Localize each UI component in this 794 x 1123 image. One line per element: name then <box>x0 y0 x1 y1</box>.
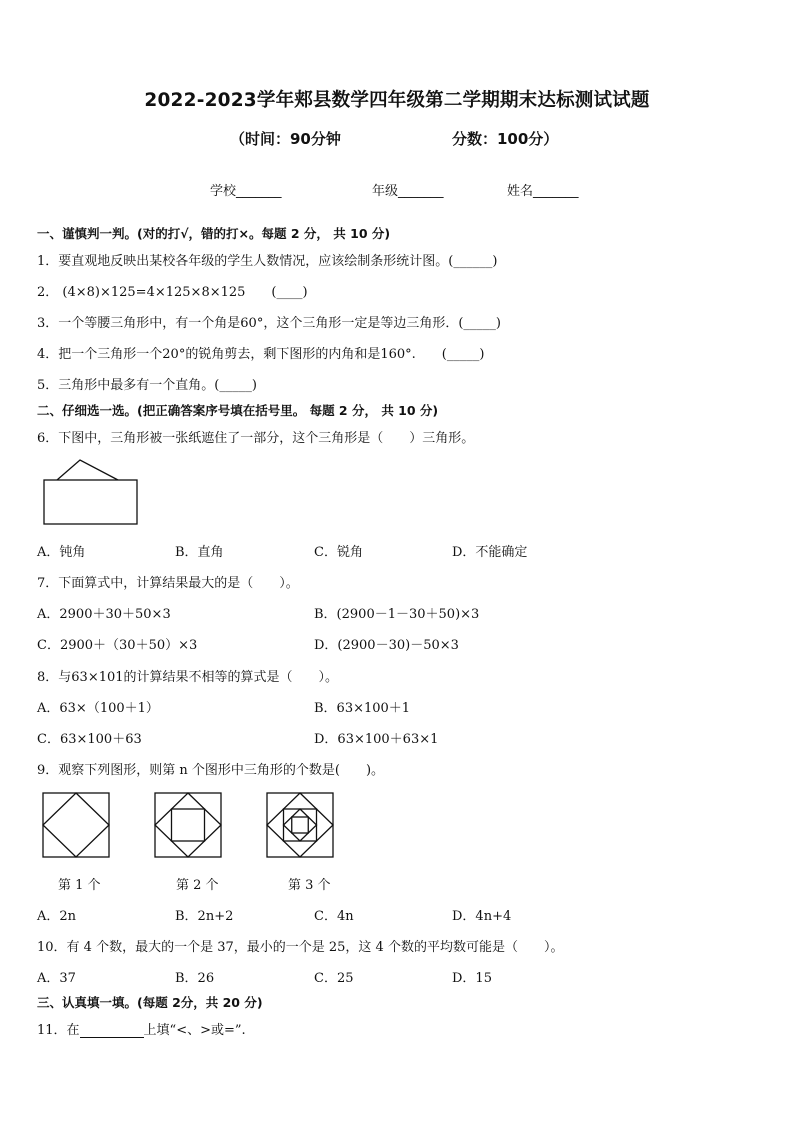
q7-option-c: C．2900＋（30＋50）×3 <box>37 638 198 653</box>
pattern-figure-3 <box>266 792 334 858</box>
section3-heading: 三、认真填一填。(每题 2分，共 20 分) <box>37 995 263 1010</box>
q10-option-b: B．26 <box>175 971 215 986</box>
q7-option-b: B．(2900－1－30＋50)×3 <box>314 607 480 622</box>
q10-option-a: A．37 <box>37 971 76 986</box>
q9-option-a: A．2n <box>37 909 77 924</box>
question-9: 9．观察下列图形，则第 n 个图形中三角形的个数是( )。 <box>37 763 385 778</box>
q10-option-d: D．15 <box>452 971 492 986</box>
q6-option-c: C．锐角 <box>314 545 363 560</box>
q10-option-c: C．25 <box>314 971 354 986</box>
question-3: 3．一个等腰三角形中，有一个角是60°，这个三角形一定是等边三角形．(_____) <box>37 316 501 331</box>
pattern-figure-2 <box>154 792 222 858</box>
q8-option-b: B．63×100＋1 <box>314 701 411 716</box>
question-1: 1．要直观地反映出某校各年级的学生人数情况，应该绘制条形统计图。(______) <box>37 254 498 269</box>
exam-time: （时间：90分钟 <box>230 130 341 148</box>
q9-option-d: D．4n+4 <box>452 909 512 924</box>
question-2: 2． (4×8)×125=4×125×8×125 (____) <box>37 285 308 300</box>
figure-caption-3: 第 3 个 <box>288 878 331 893</box>
q7-option-d: D．(2900－30)－50×3 <box>314 638 459 653</box>
q9-option-b: B．2n+2 <box>175 909 234 924</box>
question-11 <box>37 1019 246 1038</box>
covered-triangle-figure <box>40 456 142 528</box>
question-5: 5．三角形中最多有一个直角。(_____) <box>37 378 257 393</box>
page-title: 2022-2023学年郏县数学四年级第二学期期末达标测试试题 <box>144 90 650 111</box>
q9-option-c: C．4n <box>314 909 354 924</box>
question-7: 7．下面算式中，计算结果最大的是（ ）。 <box>37 576 299 591</box>
school-field: 学校_______ <box>210 184 282 199</box>
q11-blank <box>80 1023 144 1038</box>
name-field: 姓名_______ <box>507 184 579 199</box>
q7-option-a: A．2900＋30＋50×3 <box>37 607 171 622</box>
section1-heading: 一、谨慎判一判。(对的打√，错的打×。每题 2 分， 共 10 分) <box>37 226 391 241</box>
q11-prefix: 11．在 <box>37 1023 80 1038</box>
q8-option-c: C．63×100＋63 <box>37 732 142 747</box>
figure-caption-1: 第 1 个 <box>58 878 101 893</box>
q8-option-a: A．63×（100＋1） <box>37 701 159 716</box>
question-10: 10．有 4 个数，最大的一个是 37，最小的一个是 25，这 4 个数的平均数可能是（ ）。 <box>37 940 564 955</box>
question-6: 6．下图中，三角形被一张纸遮住了一部分，这个三角形是（ ）三角形。 <box>37 431 475 446</box>
q8-option-d: D．63×100＋63×1 <box>314 732 439 747</box>
q6-option-a: A．钝角 <box>37 545 86 560</box>
section2-heading: 二、仔细选一选。(把正确答案序号填在括号里。 每题 2 分， 共 10 分) <box>37 403 439 418</box>
q11-suffix: 上填“<、>或=”. <box>143 1023 246 1038</box>
q6-option-d: D．不能确定 <box>452 545 528 560</box>
figure-caption-2: 第 2 个 <box>176 878 219 893</box>
q6-option-b: B．直角 <box>175 545 224 560</box>
question-4: 4．把一个三角形一个20°的锐角剪去，剩下图形的内角和是160°. (_____) <box>37 347 485 362</box>
pattern-figure-1 <box>42 792 110 858</box>
exam-score: 分数：100分） <box>452 130 559 148</box>
question-8: 8．与63×101的计算结果不相等的算式是（ ）。 <box>37 670 339 685</box>
grade-field: 年级_______ <box>372 184 444 199</box>
